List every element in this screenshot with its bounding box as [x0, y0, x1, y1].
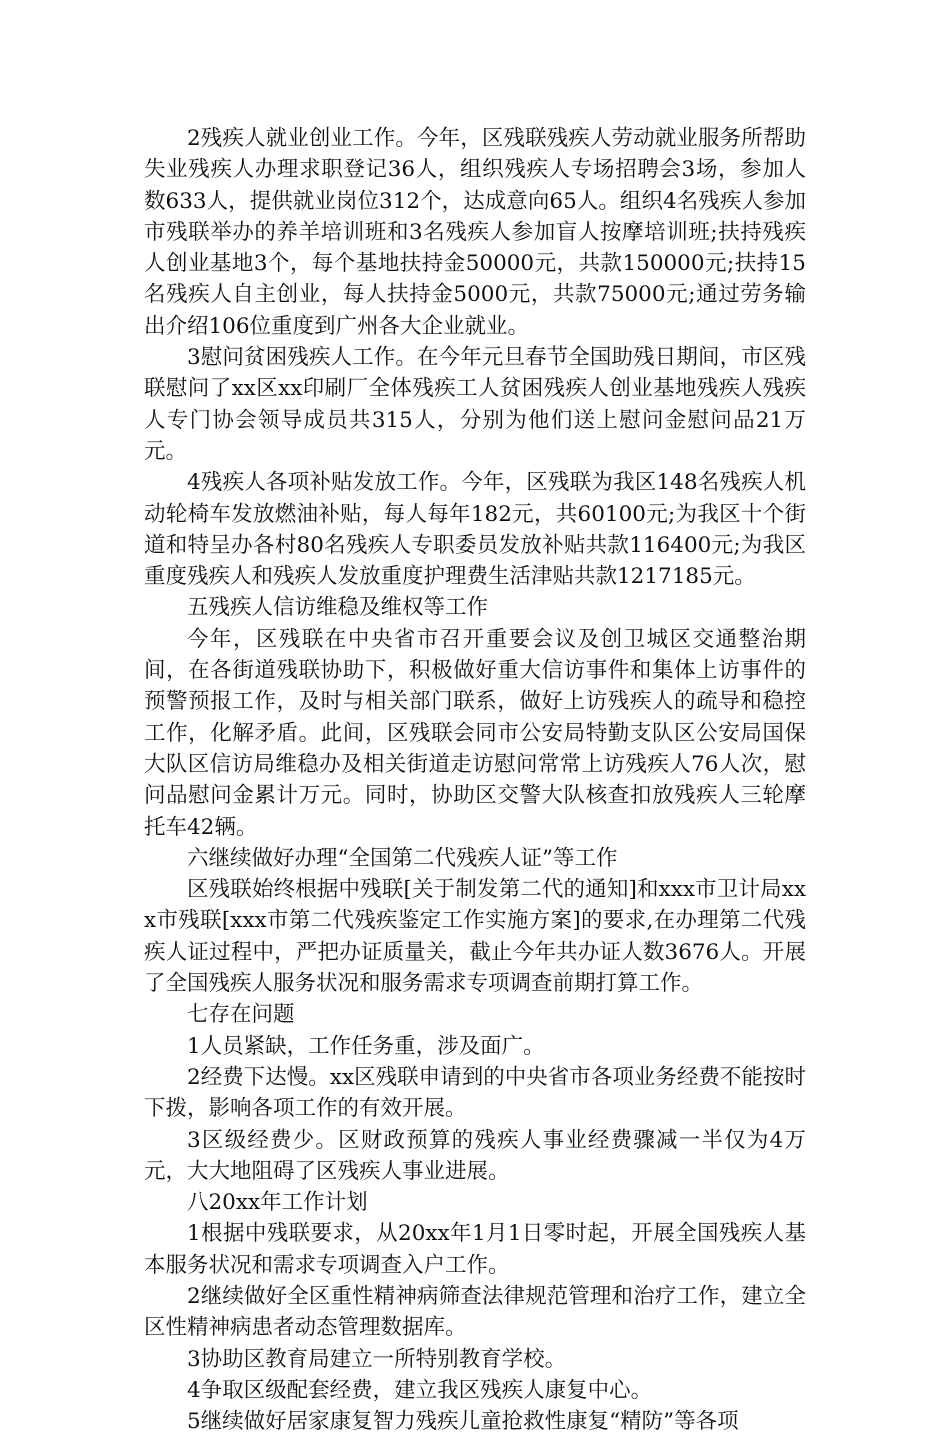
paragraph-certificates: 区残联始终根据中残联[关于制发第二代的通知]和xxx市卫计局xxx市残联[xxx市第二代残疾鉴定工作实施方案]的要求,在办理第二代残疾人证过程中，严把办证质量关，截止今年共办证人数3676人。开展了全国残疾人服务状况和服务需求专项调查前期打算工作。 — [144, 877, 806, 997]
paragraph-problem-1: 1人员紧缺，工作任务重，涉及面广。 — [187, 1033, 545, 1059]
section-heading-petitions: 五残疾人信访维稳及维权等工作 — [187, 595, 489, 621]
paragraph-problem-3: 3区级经费少。区财政预算的残疾人事业经费骤减一半仅为4万元，大大地阻碍了区残疾人事业进展。 — [144, 1127, 806, 1184]
paragraph-petitions: 今年，区残联在中央省市召开重要会议及创卫城区交通整治期间，在各街道残联协助下，积极做好重大信访事件和集体上访事件的预警预报工作，及时与相关部门联系，做好上访残疾人的疏导和稳控工作，化解矛盾。此间，区残联会同市公安局特勤支队区公安局国保大队区信访局维稳办及相关街道走访慰问常常上访残疾人76人次，慰问品慰问金累计万元。同时，协助区交警大队核查扣放残疾人三轮摩托车42辆。 — [144, 626, 806, 840]
paragraph-plan-2: 2继续做好全区重性精神病筛查法律规范管理和治疗工作，建立全区性精神病患者动态管理数据库。 — [144, 1283, 806, 1341]
paragraph-condolence: 3慰问贫困残疾人工作。在今年元旦春节全国助残日期间，市区残联慰问了xx区xx印刷厂全体残疾工人贫困残疾人创业基地残疾人残疾人专门协会领导成员共315人，分别为他们送上慰问金慰问品21万元。 — [144, 345, 806, 464]
paragraph-plan-4: 4争取区级配套经费，建立我区残疾人康复中心。 — [187, 1377, 653, 1403]
paragraph-plan-1: 1根据中残联要求，从20xx年1月1日零时起，开展全国残疾人基本服务状况和需求专项调查入户工作。 — [144, 1221, 806, 1278]
paragraph-employment: 2残疾人就业创业工作。今年，区残联残疾人劳动就业服务所帮助失业残疾人办理求职登记36人，组织残疾人专场招聘会3场，参加人数633人，提供就业岗位312个，达成意向65人。组织4名残疾人参加市残联举办的养羊培训班和3名残疾人参加盲人按摩培训班;扶持残疾人创业基地3个，每个基地扶持金50000元，共款150000元;扶持15名残疾人自主创业，每人扶持金5000元，共款75000元;通过劳务输出介绍106位重度到广州各大企业就业。 — [144, 126, 806, 339]
section-heading-plan: 八20xx年工作计划 — [187, 1190, 368, 1216]
paragraph-plan-5: 5继续做好居家康复智力残疾儿童抢救性康复“精防”等各项 — [187, 1409, 739, 1435]
document-page — [144, 123, 806, 1437]
section-heading-certificates: 六继续做好办理“全国第二代残疾人证”等工作 — [187, 845, 618, 871]
paragraph-problem-2: 2经费下达慢。xx区残联申请到的中央省市各项业务经费不能按时下拨，影响各项工作的有效开展。 — [144, 1064, 806, 1122]
paragraph-subsidies: 4残疾人各项补贴发放工作。今年，区残联为我区148名残疾人机动轮椅车发放燃油补贴，每人每年182元，共60100元;为我区十个街道和特呈办各村80名残疾人专职委员发放补贴共款116400元;为我区重度残疾人和残疾人发放重度护理费生活津贴共款1217185元。 — [144, 470, 806, 590]
paragraph-plan-3: 3协助区教育局建立一所特别教育学校。 — [187, 1346, 567, 1372]
section-heading-problems: 七存在问题 — [187, 1002, 295, 1028]
